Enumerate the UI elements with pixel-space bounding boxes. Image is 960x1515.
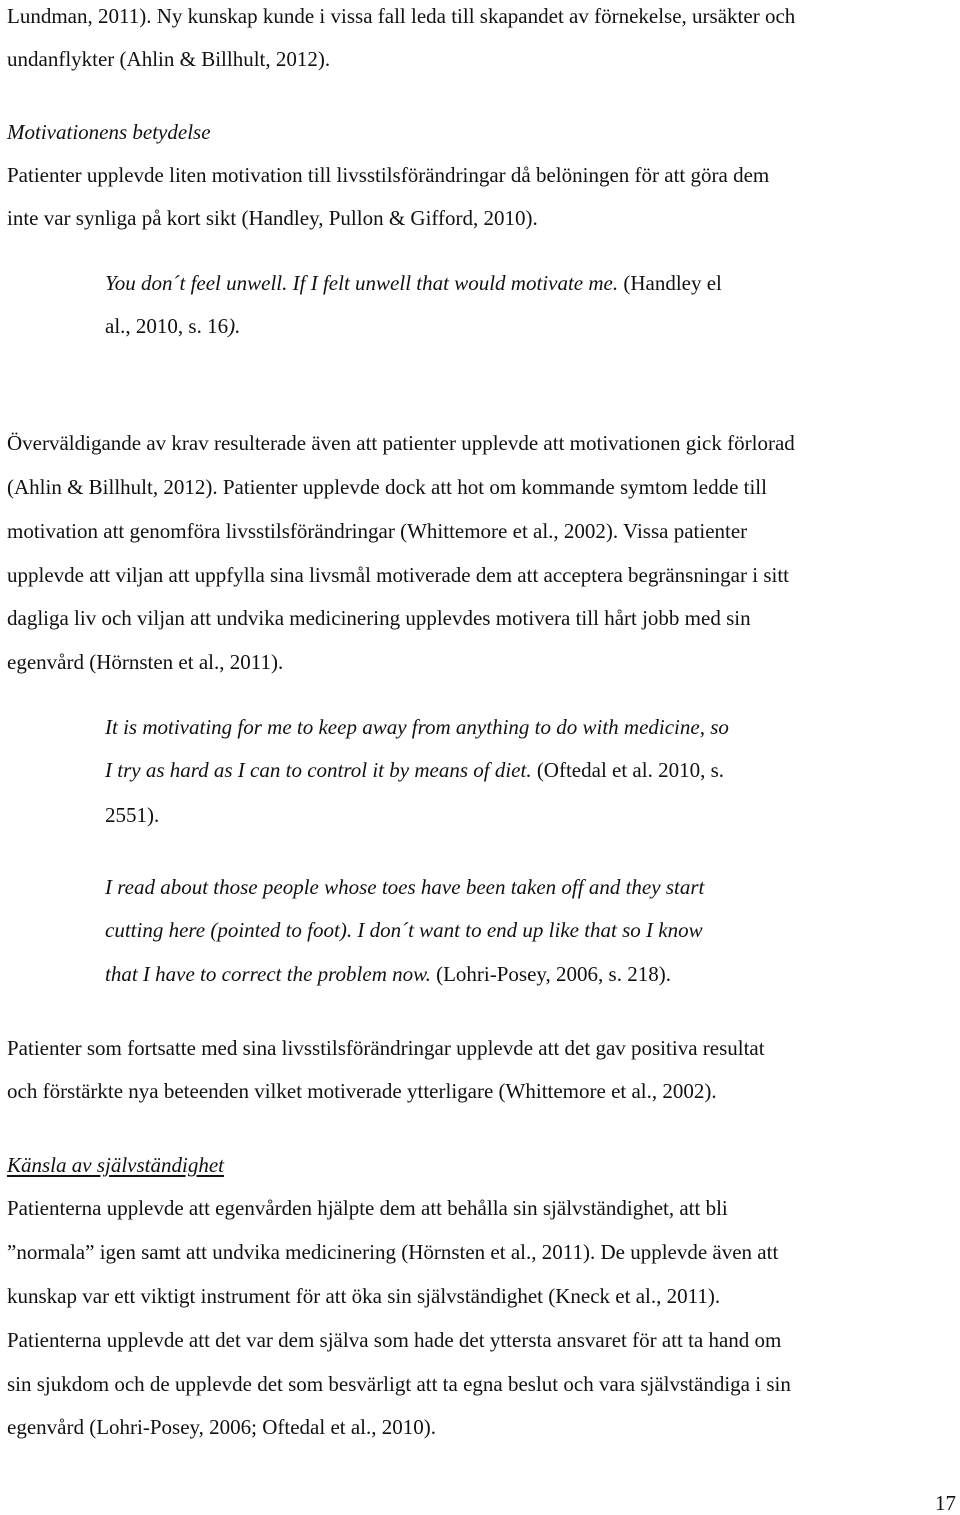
page-number: 17: [935, 1491, 956, 1515]
block-quote-line: I read about those people whose toes have been taken off and they start: [105, 875, 705, 899]
block-quote-line: It is motivating for me to keep away from anything to do with medicine, so: [105, 715, 729, 739]
text-line: sin sjukdom och de upplevde det som besvärligt att ta egna beslut och vara självständiga i sin: [7, 1372, 791, 1396]
text-line: egenvård (Lohri-Posey, 2006; Oftedal et al., 2010).: [7, 1415, 437, 1439]
block-quote-line: cutting here (pointed to foot). I don´t want to end up like that so I know: [105, 918, 703, 942]
block-quote-line: 2551).: [105, 803, 160, 827]
text-line: egenvård (Hörnsten et al., 2011).: [7, 650, 284, 674]
text-line: Patienter som fortsatte med sina livsstilsförändringar upplevde att det gav positiva resultat: [7, 1036, 765, 1060]
text-line: upplevde att viljan att uppfylla sina livsmål motiverade dem att acceptera begränsningar i sitt: [7, 563, 789, 587]
text-line: Överväldigande av krav resulterade även att patienter upplevde att motivationen gick förlorad: [7, 431, 795, 455]
block-quote-line: [105, 760, 724, 781]
text-line: (Ahlin & Billhult, 2012). Patienter upplevde dock att hot om kommande symtom ledde till: [7, 475, 767, 499]
text-line: Patienter upplevde liten motivation till livsstilsförändringar då belöningen för att göra dem: [7, 163, 770, 187]
text-line: Patienterna upplevde att det var dem själva som hade det yttersta ansvaret för att ta hand om: [7, 1328, 782, 1352]
section-heading-motivation: Motivationens betydelse: [7, 120, 211, 144]
text-line: ”normala” igen samt att undvika medicinering (Hörnsten et al., 2011). De upplevde även att: [7, 1240, 779, 1264]
quote-citation-end: ).: [228, 314, 241, 338]
text-line: motivation att genomföra livsstilsförändringar (Whittemore et al., 2002). Vissa patienter: [7, 519, 748, 543]
quote-citation: (Lohri-Posey, 2006, s. 218).: [430, 962, 671, 986]
section-heading-independence: Känsla av självständighet: [7, 1153, 224, 1177]
quote-text: I try as hard as I can to control it by means of diet.: [105, 758, 532, 782]
block-quote-line: [105, 273, 722, 294]
text-line: Patienterna upplevde att egenvården hjälpte dem att behålla sin självständighet, att bli: [7, 1196, 728, 1220]
quote-text: You don´t feel unwell. If I felt unwell that would motivate me.: [105, 271, 619, 295]
text-line: undanflykter (Ahlin & Billhult, 2012).: [7, 47, 331, 71]
text-line: Lundman, 2011). Ny kunskap kunde i vissa fall leda till skapandet av förnekelse, ursäkter och: [7, 4, 796, 28]
block-quote-line: [105, 316, 240, 337]
block-quote-line: [105, 964, 671, 985]
text-line: inte var synliga på kort sikt (Handley, Pullon & Gifford, 2010).: [7, 206, 538, 230]
text-line: kunskap var ett viktigt instrument för att öka sin självständighet (Kneck et al., 2011).: [7, 1284, 721, 1308]
quote-text: that I have to correct the problem now.: [105, 962, 431, 986]
quote-citation: al., 2010, s. 16: [105, 314, 229, 338]
quote-citation: (Handley el: [618, 271, 722, 295]
text-line: dagliga liv och viljan att undvika medicinering upplevdes motivera till hårt jobb med sin: [7, 606, 751, 630]
text-line: och förstärkte nya beteenden vilket motiverade ytterligare (Whittemore et al., 2002).: [7, 1079, 717, 1103]
quote-citation: (Oftedal et al. 2010, s.: [531, 758, 725, 782]
